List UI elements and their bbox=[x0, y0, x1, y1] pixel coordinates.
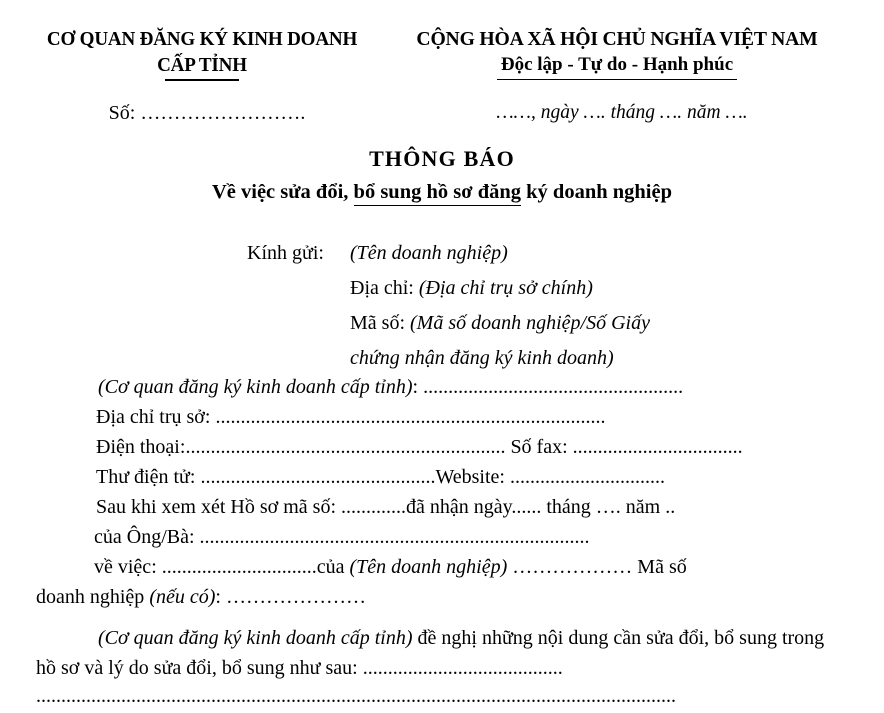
website-label: Website: bbox=[435, 466, 510, 488]
addressee-address-row bbox=[247, 271, 650, 306]
person-label: của Ông/Bà: bbox=[94, 526, 200, 548]
enterprise-if-applicable: (nếu có) bbox=[149, 586, 216, 608]
matter-of-label: của bbox=[316, 556, 350, 578]
field-phone-fax-row bbox=[36, 432, 848, 462]
review-dots-1: ............. bbox=[341, 496, 406, 518]
subtitle-part-underlined: bổ sung hồ sơ đăng bbox=[354, 181, 521, 206]
matter-dots-1: ............................... bbox=[161, 556, 317, 578]
review-received-label: đã nhận ngày bbox=[406, 496, 512, 518]
addressee-company-row bbox=[247, 236, 650, 271]
matter-dots-2: ……………… Mã số bbox=[507, 556, 687, 578]
phone-dots: ................................................................ bbox=[185, 436, 506, 458]
issuing-authority-line1: CƠ QUAN ĐĂNG KÝ KINH DOANH bbox=[46, 28, 358, 50]
subtitle-part-before: Về việc sửa đổi, bbox=[211, 181, 354, 203]
closing-text: đề nghị những nội dung cần sửa đổi, bổ sung trong hồ sơ và lý do sửa đổi, bổ sung như sau: ........................................ bbox=[36, 627, 825, 679]
website-dots: ............................... bbox=[509, 466, 665, 488]
field-authority-row bbox=[36, 372, 848, 402]
code-label: Mã số: bbox=[350, 312, 410, 334]
phone-label: Điện thoại: bbox=[96, 436, 186, 458]
document-date: ……, ngày …. tháng …. năm …. bbox=[496, 102, 748, 123]
field-email-website-row bbox=[36, 462, 848, 492]
matter-label: về việc: bbox=[94, 556, 162, 578]
masthead-right bbox=[382, 26, 852, 80]
email-label: Thư điện tử: bbox=[96, 466, 201, 488]
subtitle-part-after: ký doanh nghiệp bbox=[521, 181, 672, 203]
office-address-dots: .............................................................................. bbox=[215, 406, 606, 428]
company-name-placeholder: (Tên doanh nghiệp) bbox=[350, 242, 508, 264]
addressee-block bbox=[247, 236, 650, 376]
closing-paragraph-text bbox=[36, 623, 848, 683]
meta-row bbox=[0, 100, 884, 126]
field-matter-row bbox=[36, 552, 848, 582]
authority-dots: : .................................................... bbox=[412, 376, 684, 398]
address-row-content bbox=[350, 271, 650, 306]
review-dots-2: ...... tháng …. năm .. bbox=[511, 496, 676, 518]
address-placeholder: (Địa chỉ trụ sở chính) bbox=[418, 277, 593, 299]
body-fields bbox=[36, 372, 848, 612]
field-office-address-row bbox=[36, 402, 848, 432]
page-title: THÔNG BÁO bbox=[369, 146, 515, 171]
person-dots: .............................................................................. bbox=[199, 526, 590, 548]
addressee-code-row bbox=[247, 306, 650, 341]
closing-paragraph bbox=[36, 623, 848, 683]
enterprise-label: doanh nghiệp bbox=[36, 586, 150, 608]
masthead bbox=[0, 26, 884, 81]
review-label: Sau khi xem xét Hồ sơ mã số: bbox=[96, 496, 341, 518]
email-dots: ............................................... bbox=[200, 466, 436, 488]
document-number: Số: ……………………. bbox=[108, 102, 306, 124]
field-review-row bbox=[36, 492, 848, 522]
field-person-row bbox=[36, 522, 848, 552]
national-title: CỘNG HÒA XÃ HỘI CHỦ NGHĨA VIỆT NAM bbox=[416, 28, 818, 50]
authority-underline-rule bbox=[165, 79, 239, 81]
office-address-label: Địa chỉ trụ sở: bbox=[96, 406, 216, 428]
enterprise-dots: : ………………… bbox=[215, 586, 366, 608]
page-subtitle bbox=[0, 178, 884, 206]
masthead-left bbox=[22, 26, 382, 81]
field-enterprise-code-row bbox=[36, 582, 848, 612]
national-motto: Độc lập - Tự do - Hạnh phúc bbox=[497, 52, 737, 80]
salutation-label: Kính gửi: bbox=[247, 242, 324, 264]
code-row-content bbox=[350, 306, 650, 341]
closing-authority-italic: (Cơ quan đăng ký kinh doanh cấp tỉnh) bbox=[98, 627, 413, 649]
authority-italic-label: (Cơ quan đăng ký kinh doanh cấp tỉnh) bbox=[98, 376, 413, 398]
address-label: Địa chỉ: bbox=[350, 277, 419, 299]
issuing-authority-line2: CẤP TỈNH bbox=[157, 54, 247, 76]
closing-tail-dots: ................................................................................................................................ bbox=[36, 685, 676, 707]
fax-label: Số fax: bbox=[505, 436, 573, 458]
code-placeholder-line1: (Mã số doanh nghiệp/Số Giấy bbox=[410, 312, 650, 334]
matter-company-placeholder: (Tên doanh nghiệp) bbox=[349, 556, 508, 578]
fax-dots: .................................. bbox=[572, 436, 743, 458]
code-placeholder-line2: chứng nhận đăng ký kinh doanh) bbox=[350, 347, 614, 369]
